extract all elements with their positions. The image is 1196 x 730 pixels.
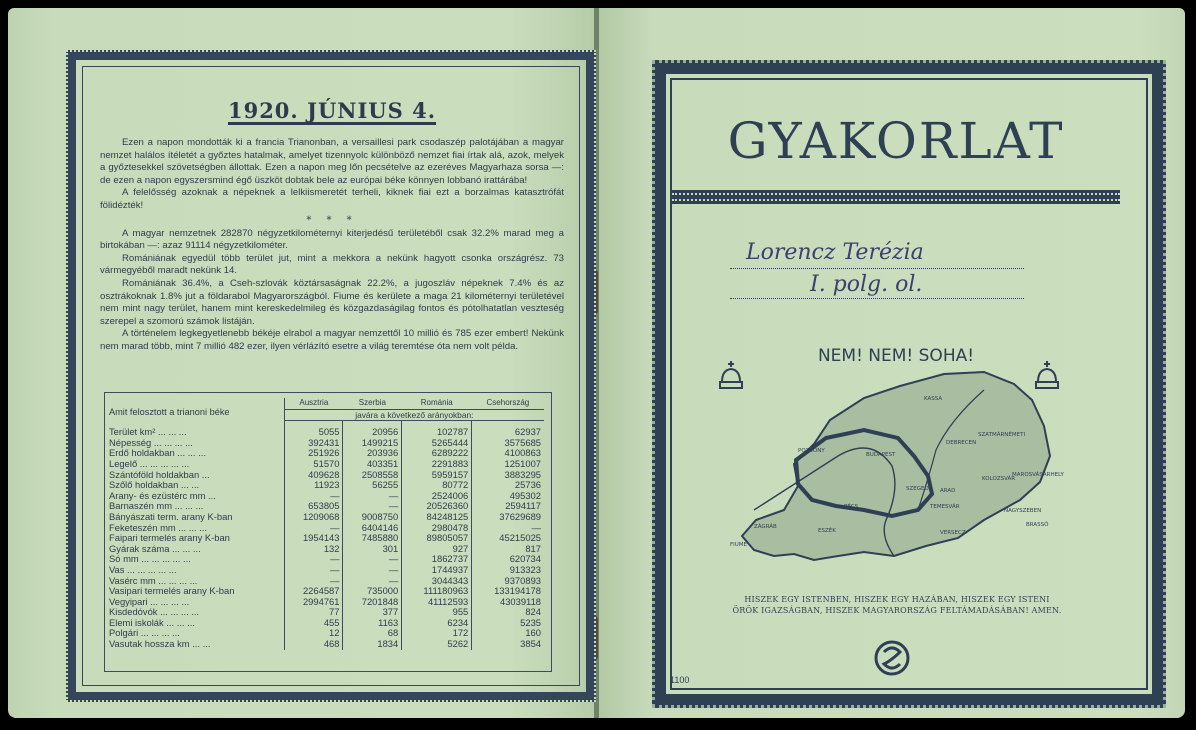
map-label: PÉCS [844, 504, 859, 510]
table-cell: 2524006 [402, 491, 472, 502]
table-cell: 172 [402, 628, 472, 639]
table-row [106, 544, 544, 555]
row-label: Faipari termelés arany K-ban [109, 532, 230, 544]
table-row [106, 459, 544, 470]
map-label: POZSONY [798, 448, 825, 454]
table-row [106, 607, 544, 618]
table-cell: — [284, 565, 343, 576]
table-row [106, 597, 544, 608]
table-cell: 495302 [472, 491, 544, 502]
table-cell: 89805057 [402, 533, 472, 544]
date-heading: 1920. JÚNIUS 4. [227, 98, 437, 123]
table-cell: 1744937 [402, 565, 472, 576]
table-row [106, 512, 544, 523]
table-cell: 84248125 [402, 512, 472, 523]
table-cell: 1954143 [284, 533, 343, 544]
table-cell: 132 [284, 544, 343, 555]
table-cell: 80772 [402, 480, 472, 491]
table-cell: 927 [402, 544, 472, 555]
left-ornamental-frame [66, 50, 596, 702]
paragraph: A felelősség azoknak a népeknek a lelkiismeretét terheli, kiknek fiai ezt a borzalmas katasztrófát fölidézték! [100, 187, 564, 211]
table-cell: 37629689 [472, 512, 544, 523]
table-cell: 5265444 [402, 438, 472, 449]
table-cell: 102787 [402, 421, 472, 438]
table-cell: — [343, 576, 402, 587]
row-label: Legelő ... ... ... ... ... [109, 457, 190, 469]
paragraph: A magyar nemzetnek 282870 négyzetkilométernyi kiterjedésű területéből csak 32.2% marad meg a birtokában —: azaz 91114 négyzetkilométer. [100, 227, 564, 252]
section-divider: * * * [306, 214, 358, 226]
table-cell: 1499215 [343, 438, 402, 449]
table-cell: 817 [472, 544, 544, 555]
table-cell: 653805 [284, 501, 343, 512]
table-cell: — [284, 576, 343, 587]
table-cell: 3044343 [402, 576, 472, 587]
table-cell: — [472, 523, 544, 534]
map-label: DEBRECEN [946, 440, 977, 446]
table-cell: — [284, 523, 343, 534]
column-header: Csehország [472, 398, 544, 409]
print-number: 1100 [670, 675, 690, 685]
row-label: Népesség ... ... ... ... [109, 436, 193, 448]
row-label: Szőlő holdakban ... ... [109, 479, 200, 491]
table-cell: 301 [343, 544, 402, 555]
table-cell: 51570 [284, 459, 343, 470]
map-label: BRASSÓ [1026, 522, 1049, 528]
table-cell: 5959157 [402, 470, 472, 481]
left-page-content [100, 80, 564, 678]
table-cell: 5055 [284, 421, 343, 438]
stats-table-border [104, 392, 552, 672]
table-cell: 9008750 [343, 512, 402, 523]
table-cell: 62937 [472, 421, 544, 438]
table-corner-label: Amit felosztott a trianoni béke [106, 398, 284, 421]
stats-table-body [106, 421, 544, 650]
row-label: Terület km² ... ... ... [109, 425, 187, 437]
table-cell: 2994761 [284, 597, 343, 608]
table-cell: 3883295 [472, 470, 544, 481]
table-cell: 41112593 [402, 597, 472, 608]
class-line [730, 298, 1024, 299]
table-cell: 251926 [284, 448, 343, 459]
map-label: NAGYSZEBEN [1004, 508, 1042, 514]
table-cell: 12 [284, 628, 343, 639]
table-cell: 2594117 [472, 501, 544, 512]
row-label: Vasutak hossza km ... ... [109, 638, 211, 650]
row-label: Arany- és ezüstérc mm ... [109, 489, 216, 501]
map-label: VERSECZ [940, 530, 966, 536]
table-cell: 955 [402, 607, 472, 618]
map-label: MAROSVÁSÁRHELY [1012, 472, 1064, 478]
table-cell: 111180963 [402, 586, 472, 597]
map-label: SZEGED [906, 486, 929, 492]
table-row [106, 554, 544, 565]
map-label: KASSA [924, 396, 943, 402]
row-label: Polgári ... ... ... ... [109, 627, 180, 639]
row-label: Vasipari termelés arany K-ban [109, 585, 235, 597]
table-cell: 403351 [343, 459, 402, 470]
row-label: Szántóföld holdakban ... [109, 468, 210, 480]
table-cell: 43039118 [472, 597, 544, 608]
table-cell: 7485880 [343, 533, 402, 544]
table-row [106, 438, 544, 449]
table-cell: 5235 [472, 618, 544, 629]
table-cell: 2291883 [402, 459, 472, 470]
table-cell: 68 [343, 628, 402, 639]
map-label: TEMESVÁR [930, 504, 960, 510]
table-cell: 1251007 [472, 459, 544, 470]
table-cell: — [343, 491, 402, 502]
table-cell: 3854 [472, 639, 544, 650]
table-cell: 2264587 [284, 586, 343, 597]
table-row [106, 480, 544, 491]
row-label: Vasérc mm ... ... ... ... [109, 574, 198, 586]
row-label: Só mm ... ... ... ... ... [109, 553, 191, 565]
table-cell: 468 [284, 639, 343, 650]
table-row [106, 639, 544, 650]
table-cell: 1862737 [402, 554, 472, 565]
table-cell: 203936 [343, 448, 402, 459]
table-cell: 9370893 [472, 576, 544, 587]
table-cell: 455 [284, 618, 343, 629]
table-cell: 6289222 [402, 448, 472, 459]
trianon-stats-table [106, 398, 544, 650]
map-label: ARAD [940, 488, 956, 494]
cover-title: GYAKORLAT [727, 112, 1065, 170]
table-cell: 6234 [402, 618, 472, 629]
row-label: Vas ... ... ... ... ... [109, 563, 177, 575]
table-cell: 913323 [472, 565, 544, 576]
hungarian-credo [700, 594, 1094, 616]
row-label: Bányászati term. arany K-ban [109, 510, 233, 522]
name-line [730, 268, 1024, 269]
table-cell: 2980478 [402, 523, 472, 534]
table-row [106, 470, 544, 481]
table-cell: 2508558 [343, 470, 402, 481]
table-cell: 7201848 [343, 597, 402, 608]
row-label: Erdő holdakban ... ... ... [109, 447, 206, 459]
map-label: ESZÉK [818, 528, 836, 534]
table-cell: 45215025 [472, 533, 544, 544]
map-label: BUDAPEST [866, 452, 896, 458]
table-cell: 20956 [343, 421, 402, 438]
table-row [106, 533, 544, 544]
greater-hungary-map [714, 360, 1094, 580]
table-cell: 1834 [343, 639, 402, 650]
intro-text [100, 137, 564, 354]
paragraph: Romániának 36.4%, a Cseh-szlovák köztársaságnak 22.2%, a jugoszláv népeknek 7.4% és az osztrákoknak 1.8% jut a földarabol Magyarországból. Fiume és kerülete a maga 21 kilométernyi területével nem mint nagy terület, hanem mint kereskedelmileg és közgazdaságilag fontos és pótolhatatlan veszteség szerepel a szomorú számok listáján. [100, 277, 564, 327]
table-cell: 4100863 [472, 448, 544, 459]
handwritten-name: Lorencz Terézia [746, 240, 924, 265]
paragraph: Romániának egyedül több terület jut, mint a mekkora a nekünk hagyott csonka országrész. 73 vármegyéből maradt nekünk 14. [100, 252, 564, 277]
table-cell: 824 [472, 607, 544, 618]
row-label: Elemi iskolák ... ... ... [109, 616, 195, 628]
row-label: Vegyipari ... ... ... ... [109, 595, 190, 607]
column-header: Ausztria [284, 398, 343, 409]
row-label: Barnaszén mm ... ... ... [109, 500, 204, 512]
credo-line: HISZEK EGY ISTENBEN, HISZEK EGY HAZÁBAN, HISZEK EGY ISTENI [744, 595, 1050, 604]
map-outline [742, 372, 1050, 560]
table-cell: 1209068 [284, 512, 343, 523]
table-cell: 160 [472, 628, 544, 639]
table-cell: 377 [343, 607, 402, 618]
map-label: KOLOZSVÁR [982, 476, 1016, 482]
title-divider-band [672, 190, 1120, 204]
irredentist-motto: NEM! NEM! SOHA! [817, 346, 975, 366]
table-cell: 1163 [343, 618, 402, 629]
table-subheader: javára a következő arányokban: [284, 409, 544, 421]
table-cell: — [343, 501, 402, 512]
table-cell: 133194178 [472, 586, 544, 597]
table-cell: 5262 [402, 639, 472, 650]
table-cell: — [284, 554, 343, 565]
table-row [106, 628, 544, 639]
publisher-monogram-icon [872, 638, 912, 678]
table-cell: 3575685 [472, 438, 544, 449]
table-row [106, 448, 544, 459]
map-label: FIUME [730, 542, 748, 548]
credo-line: ÖRÖK IGAZSÁGBAN, HISZEK MAGYARORSZÁG FELTÁMADÁSÁBAN! AMEN. [732, 606, 1062, 615]
table-cell: 77 [284, 607, 343, 618]
table-cell: 392431 [284, 438, 343, 449]
column-header: Szerbia [343, 398, 402, 409]
row-label: Gyárak száma ... ... ... [109, 542, 201, 554]
table-cell: 6404146 [343, 523, 402, 534]
map-label: SZATMÁRNÉMETI [978, 432, 1026, 438]
table-cell: 20526360 [402, 501, 472, 512]
table-cell: 409628 [284, 470, 343, 481]
paragraph: A történelem legkegyetlenebb békéje elrabol a magyar nemzettől 10 millió és 785 ezer embert! Nekünk nem marad több, mint 7 millió 482 ezer, ilyen vérlázító esetre a világ teremtése óta nem volt példa. [100, 328, 564, 352]
row-label: Feketeszén mm ... ... ... [109, 521, 207, 533]
table-row [106, 618, 544, 629]
row-label: Kisdedóvók ... ... ... ... [109, 606, 200, 618]
table-cell: 620734 [472, 554, 544, 565]
table-cell: 25736 [472, 480, 544, 491]
map-label: ZÁGRÁB [754, 524, 777, 530]
table-cell: — [343, 554, 402, 565]
table-row [106, 565, 544, 576]
table-cell: — [284, 491, 343, 502]
table-row [106, 491, 544, 502]
table-row [106, 501, 544, 512]
table-row [106, 576, 544, 587]
table-cell: 11923 [284, 480, 343, 491]
table-cell: — [343, 565, 402, 576]
paragraph: Ezen a napon mondották ki a francia Trianonban, a versaillesi park csodaszép palotájában a magyar nemzet halálos ítéletét a győztes hatalmak, amelyet tizennyolc különböző nemzet fiai írtak alá, azok, melyek a győztesekkel szövetségben állottak. Ezen a napon meg lőn pecsételve az ezeréves Magyarhaza sorsa —: de ezen a napon egyszersmind égő üszköt dobtak bele az európai béke könnyen lobbanó irattárába! [100, 137, 564, 186]
table-row [106, 586, 544, 597]
column-header: Románia [402, 398, 472, 409]
table-cell: 56255 [343, 480, 402, 491]
table-row [106, 523, 544, 534]
table-cell: 735000 [343, 586, 402, 597]
handwritten-class: I. polg. ol. [810, 272, 923, 297]
table-row [106, 421, 544, 438]
